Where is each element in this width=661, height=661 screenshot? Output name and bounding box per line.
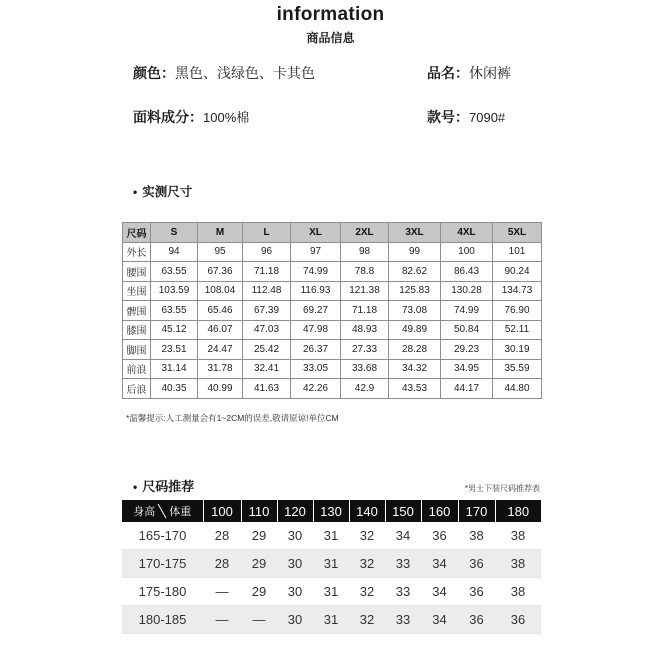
measurement-value: 40.99	[198, 379, 243, 399]
recommended-size-cell: 34	[421, 550, 458, 578]
weight-header-cell: 150	[385, 500, 421, 522]
measurement-label: 腰围	[123, 262, 151, 282]
measurement-value: 44.80	[493, 379, 542, 399]
measurement-value: 42.9	[341, 379, 389, 399]
measurement-value: 74.99	[291, 262, 341, 282]
recommended-size-cell: 30	[277, 550, 313, 578]
measurement-row	[123, 262, 542, 282]
measurement-label: 前浪	[123, 359, 151, 379]
measurement-value: 50.84	[441, 320, 493, 340]
measurement-row	[123, 359, 542, 379]
recommendation-row	[122, 578, 541, 606]
recommended-size-cell: 36	[458, 550, 495, 578]
recommended-size-cell: 30	[277, 606, 313, 634]
measurement-value: 82.62	[389, 262, 441, 282]
color-info	[133, 64, 315, 82]
measurement-label: 髀围	[123, 301, 151, 321]
weight-header-cell: 130	[313, 500, 349, 522]
measurement-value: 32.41	[243, 359, 291, 379]
measurement-value: 46.07	[198, 320, 243, 340]
measurement-value: 116.93	[291, 281, 341, 301]
recommendation-row	[122, 606, 541, 634]
measurement-section-title	[133, 184, 192, 200]
measurement-value: 101	[493, 242, 542, 262]
measurement-value: 76.90	[493, 301, 542, 321]
measurement-value: 24.47	[198, 340, 243, 360]
measurement-value: 43.53	[389, 379, 441, 399]
measurement-value: 98	[341, 242, 389, 262]
size-header-cell: 4XL	[441, 223, 493, 243]
measurement-value: 25.42	[243, 340, 291, 360]
recommendation-header-row	[122, 500, 541, 522]
recommendation-row	[122, 522, 541, 550]
measurement-value: 27.33	[341, 340, 389, 360]
product-name-label: 品名：	[427, 65, 469, 81]
height-range-label: 170-175	[122, 550, 203, 578]
recommended-size-cell: —	[203, 606, 241, 634]
product-name-info	[427, 64, 511, 82]
measurement-table	[122, 222, 542, 399]
measurement-value: 78.8	[341, 262, 389, 282]
measurement-value: 47.98	[291, 320, 341, 340]
height-weight-corner-cell	[122, 500, 203, 522]
weight-axis-label: 体重	[169, 506, 192, 518]
measurement-label: 膝围	[123, 320, 151, 340]
recommended-size-cell: 28	[203, 522, 241, 550]
size-header-cell: 2XL	[341, 223, 389, 243]
weight-header-cell: 110	[241, 500, 277, 522]
measurement-value: 47.03	[243, 320, 291, 340]
measurement-value: 23.51	[151, 340, 198, 360]
measurement-value: 71.18	[243, 262, 291, 282]
bullet-icon: •	[133, 480, 138, 494]
size-header-cell: 3XL	[389, 223, 441, 243]
size-header-cell: L	[243, 223, 291, 243]
measurement-label: 后浪	[123, 379, 151, 399]
measurement-value: 112.48	[243, 281, 291, 301]
measurement-value: 31.78	[198, 359, 243, 379]
size-header-cell: M	[198, 223, 243, 243]
height-axis-label: 身高	[133, 506, 156, 518]
height-range-label: 165-170	[122, 522, 203, 550]
recommended-size-cell: 38	[495, 550, 541, 578]
measurement-value: 125.83	[389, 281, 441, 301]
measurement-value: 63.55	[151, 262, 198, 282]
style-number-info	[427, 108, 505, 127]
measurement-value: 130.28	[441, 281, 493, 301]
recommended-size-cell: 32	[349, 578, 385, 606]
recommended-size-cell: 30	[277, 578, 313, 606]
recommended-size-cell: 31	[313, 606, 349, 634]
product-name-value: 休闲裤	[469, 65, 511, 81]
measurement-value: 29.23	[441, 340, 493, 360]
recommended-size-cell: —	[241, 606, 277, 634]
recommended-size-cell: —	[203, 578, 241, 606]
recommended-size-cell: 29	[241, 522, 277, 550]
recommended-size-cell: 29	[241, 578, 277, 606]
measurement-value: 42.26	[291, 379, 341, 399]
measurement-label: 坐围	[123, 281, 151, 301]
recommended-size-cell: 34	[421, 578, 458, 606]
measurement-value: 108.04	[198, 281, 243, 301]
measurement-value: 45.12	[151, 320, 198, 340]
recommended-size-cell: 31	[313, 522, 349, 550]
diagonal-divider-icon	[157, 503, 167, 519]
recommendation-section-title	[133, 479, 194, 495]
recommendation-title: 尺码推荐	[142, 479, 195, 494]
measurement-value: 134.73	[493, 281, 542, 301]
measurement-row	[123, 242, 542, 262]
measurement-value: 40.35	[151, 379, 198, 399]
recommended-size-cell: 31	[313, 550, 349, 578]
height-range-label: 175-180	[122, 578, 203, 606]
height-range-label: 180-185	[122, 606, 203, 634]
recommended-size-cell: 29	[241, 550, 277, 578]
measurement-value: 121.38	[341, 281, 389, 301]
measurement-value: 97	[291, 242, 341, 262]
measurement-value: 52.11	[493, 320, 542, 340]
measurement-value: 41.63	[243, 379, 291, 399]
size-header-cell: 5XL	[493, 223, 542, 243]
measurement-value: 49.89	[389, 320, 441, 340]
fabric-label: 面料成分：	[133, 109, 203, 125]
measurement-value: 33.68	[341, 359, 389, 379]
recommended-size-cell: 34	[421, 606, 458, 634]
size-column-header: 尺码	[123, 223, 151, 243]
weight-header-cell: 100	[203, 500, 241, 522]
measurement-row	[123, 379, 542, 399]
fabric-value: 100%棉	[203, 110, 250, 125]
page-subtitle: 商品信息	[306, 31, 355, 45]
measurement-value: 65.46	[198, 301, 243, 321]
recommended-size-cell: 36	[458, 606, 495, 634]
size-recommendation-table	[122, 500, 541, 634]
measurement-value: 30.19	[493, 340, 542, 360]
measurement-row	[123, 320, 542, 340]
weight-header-cell: 120	[277, 500, 313, 522]
recommended-size-cell: 38	[458, 522, 495, 550]
recommendation-note: *男士下装尺码推荐表	[464, 484, 540, 493]
style-number-label: 款号：	[427, 109, 469, 125]
recommended-size-cell: 36	[421, 522, 458, 550]
measurement-value: 71.18	[341, 301, 389, 321]
recommendation-row	[122, 550, 541, 578]
measurement-value: 67.36	[198, 262, 243, 282]
weight-header-cell: 170	[458, 500, 495, 522]
recommended-size-cell: 30	[277, 522, 313, 550]
measurement-value: 63.55	[151, 301, 198, 321]
measurement-value: 26.37	[291, 340, 341, 360]
recommended-size-cell: 28	[203, 550, 241, 578]
measurement-label: 脚围	[123, 340, 151, 360]
recommended-size-cell: 38	[495, 522, 541, 550]
measurement-value: 69.27	[291, 301, 341, 321]
measurement-value: 99	[389, 242, 441, 262]
measurement-note: *温馨提示:人工测量会有1~2CM的误差,敬请原谅!单位CM	[126, 413, 339, 423]
measurement-value: 33.05	[291, 359, 341, 379]
recommended-size-cell: 36	[458, 578, 495, 606]
style-number-value: 7090#	[469, 110, 506, 125]
measurement-label: 外长	[123, 242, 151, 262]
measurement-value: 73.08	[389, 301, 441, 321]
color-label: 颜色：	[133, 65, 175, 81]
weight-header-cell: 160	[421, 500, 458, 522]
recommended-size-cell: 33	[385, 550, 421, 578]
measurement-value: 34.95	[441, 359, 493, 379]
measurement-row	[123, 281, 542, 301]
weight-header-cell: 180	[495, 500, 541, 522]
measurement-title: 实测尺寸	[142, 185, 193, 199]
measurement-value: 31.14	[151, 359, 198, 379]
measurement-row	[123, 340, 542, 360]
recommended-size-cell: 33	[385, 606, 421, 634]
recommended-size-cell: 32	[349, 550, 385, 578]
measurement-value: 86.43	[441, 262, 493, 282]
recommended-size-cell: 31	[313, 578, 349, 606]
measurement-value: 35.59	[493, 359, 542, 379]
measurement-value: 48.93	[341, 320, 389, 340]
measurement-row	[123, 301, 542, 321]
recommended-size-cell: 32	[349, 522, 385, 550]
measurement-value: 100	[441, 242, 493, 262]
size-header-cell: S	[151, 223, 198, 243]
recommended-size-cell: 33	[385, 578, 421, 606]
measurement-value: 74.99	[441, 301, 493, 321]
measurement-value: 95	[198, 242, 243, 262]
color-value: 黑色、浅绿色、卡其色	[175, 65, 315, 81]
page-title: information	[276, 4, 385, 25]
recommended-size-cell: 34	[385, 522, 421, 550]
measurement-value: 28.28	[389, 340, 441, 360]
fabric-info	[133, 108, 249, 127]
weight-header-cell: 140	[349, 500, 385, 522]
measurement-value: 103.59	[151, 281, 198, 301]
measurement-value: 44.17	[441, 379, 493, 399]
measurement-header-row	[123, 223, 542, 243]
size-header-cell: XL	[291, 223, 341, 243]
recommended-size-cell: 38	[495, 578, 541, 606]
measurement-value: 67.39	[243, 301, 291, 321]
measurement-value: 34.32	[389, 359, 441, 379]
bullet-icon: •	[133, 185, 138, 199]
measurement-value: 96	[243, 242, 291, 262]
measurement-value: 90.24	[493, 262, 542, 282]
recommended-size-cell: 36	[495, 606, 541, 634]
recommended-size-cell: 32	[349, 606, 385, 634]
measurement-value: 94	[151, 242, 198, 262]
